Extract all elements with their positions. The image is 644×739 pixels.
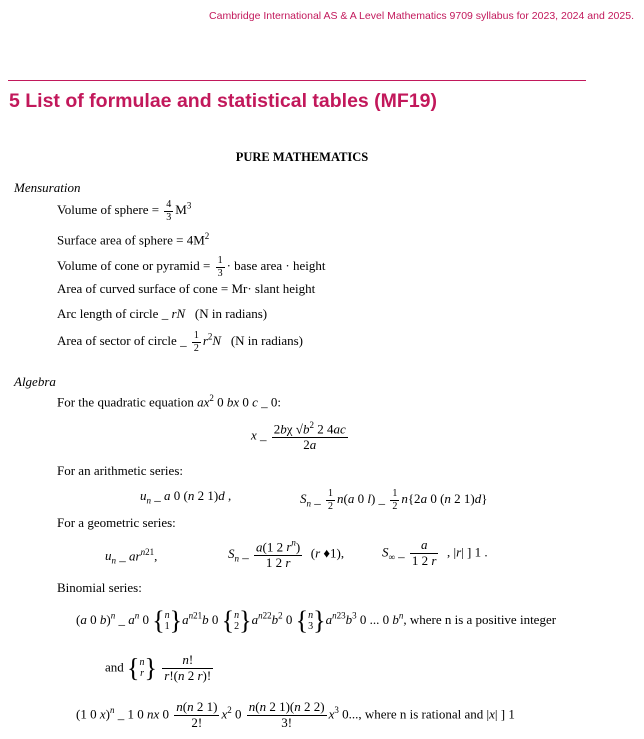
section-title: PURE MATHEMATICS (235, 150, 369, 164)
cone-surface-label: Area of curved surface of cone = (57, 281, 229, 296)
header-rule (8, 80, 586, 81)
quadratic-formula: x _ $\frac{2b\chi √b^2 2 4ac}{2a}$ (251, 420, 346, 453)
arithmetic-label: For an arithmetic series: (57, 463, 183, 478)
quadratic-intro: For the quadratic equation $ax^2$ 0 bx 0 c _ 0: (57, 393, 282, 410)
geometric-sum: $S_n$ _ $\frac{a(1 2 r^n)}{1 2 r}$ (r ♦1), (228, 538, 345, 571)
binomial-coefficient: and {n r} $\frac{n!}{r!(n 2 r)!}$ (105, 652, 212, 683)
chapter-title: 5 List of formulae and statistical tables (MF19) (9, 90, 438, 112)
arc-length-formula: Arc length of circle _ rN (N in radians) (57, 306, 268, 321)
rational-note: , where n is rational and (358, 706, 484, 722)
sphere-area-formula: Surface area of sphere = $4M^2$ (57, 231, 210, 248)
cone-volume-label: Volume of cone or pyramid = (57, 257, 211, 273)
arithmetic-sum: $S_n$ _ $\frac{1}{2}$ n(a 0 l) _ $\frac{1}{2}$ n{2a 0 (n 2 1)d} (300, 488, 488, 512)
cone-surface-tail: slant height (254, 281, 316, 296)
sphere-volume-formula: Volume of sphere = $\frac{4}{3}$ $M^3$ (57, 199, 192, 223)
mensuration-heading: Mensuration (14, 180, 81, 195)
arithmetic-nth-term: $u_n$ _ a 0 (n 2 1)d , (140, 488, 232, 506)
binomial-expansion: (a 0 b)$^n$ _ $a^n$ 0 {n $1\}a^{n21}b$ 0 {n $2\}a^{n22}b^2$ 0 {n $3\}a^{n23}b^3$ 0 ... 0 $b^n$, where n is a positive integer (76, 606, 557, 635)
sector-area-note: (N in radians) (230, 332, 304, 348)
geometric-nth-term: $u_n$ _ $ar^{n21}$, (105, 547, 158, 566)
binomial-rational: (1 0 x)$^n$ _ 1 0 nx 0 $\frac{n(n 2 1)}{2!}$ $x^2$ 0 $\frac{n(n 2 1)(n 2 2)}{3!}$ $x^3$ 0..., where n is rational and |x| ] 1 (76, 699, 515, 730)
sphere-area-label: Surface area of sphere = (57, 232, 184, 248)
syllabus-header: Cambridge International AS & A Level Mathematics 9709 syllabus for 2023, 2024 and 2025. (209, 10, 634, 22)
binomial-note: , where n is a positive integer (403, 611, 557, 627)
cone-volume-tail: base area · height (234, 257, 326, 273)
sector-area-label: Area of sector of circle (57, 332, 177, 348)
geometric-sum-infinity: $S_\infty$ _ $\frac{a}{1 2 r}$ , |r| ] 1 . (382, 537, 488, 568)
cone-volume-formula: Volume of cone or pyramid = $\frac{1}{3}$ · base area · height (57, 255, 326, 279)
algebra-heading: Algebra (14, 374, 56, 389)
geometric-label: For a geometric series: (57, 515, 176, 530)
sphere-volume-label: Volume of sphere = (57, 201, 160, 217)
arc-length-label: Arc length of circle (57, 306, 159, 321)
binomial-label: Binomial series: (57, 580, 142, 595)
sector-area-formula: Area of sector of circle _ $\frac{1}{2}$ $r^2N$ (N in radians) (57, 330, 304, 354)
arc-length-note: (N in radians) (194, 306, 268, 321)
cone-surface-formula: Area of curved surface of cone = Mr· slant height (57, 281, 316, 296)
